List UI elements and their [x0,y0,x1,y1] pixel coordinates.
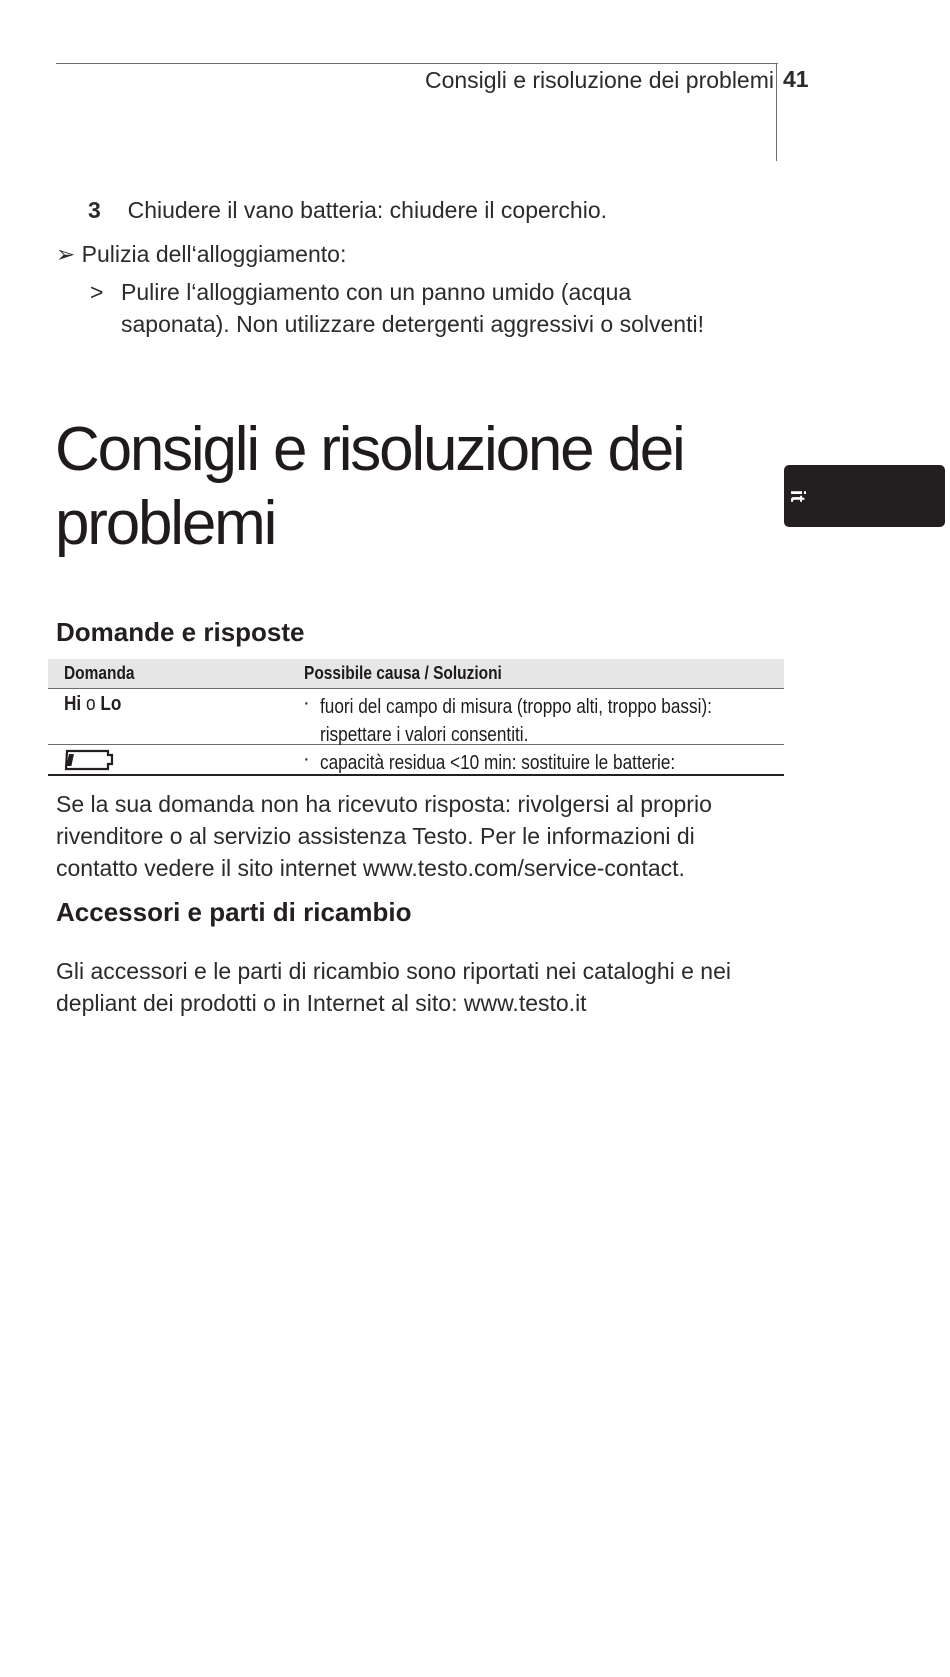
step-number: 3 [88,197,101,223]
accessories-line1: Gli accessori e le parti di ricambio sono riportati nei cataloghi e nei [56,958,731,984]
faq-table [48,659,784,776]
answer-line2: rispettare i valori consentiti. [320,724,529,746]
support-paragraph [56,788,712,884]
faq-table-header [48,659,784,689]
section-title-line2: problemi [55,489,276,558]
support-line2: rivenditore o al servizio assistenza Testo. Per le informazioni di [56,823,695,849]
question-lo: Lo [100,693,122,715]
answer-text [320,749,675,777]
answer-text [320,693,712,749]
accessories-heading: Accessori e parti di ricambio [56,897,412,927]
answer-line1: capacità residua <10 min: sostituire le batterie: [320,752,676,774]
accessories-paragraph [56,955,731,1019]
header-vertical-rule [776,63,777,161]
faq-heading: Domande e risposte [56,617,305,647]
cleaning-instruction-line2: saponata). Non utilizzare detergenti aggressivi o solventi! [121,311,704,337]
column-header-answer: Possibile causa / Soluzioni [304,663,502,683]
bullet: · [303,692,310,714]
column-header-question: Domanda [64,663,135,683]
page-number: 41 [783,66,809,92]
question-hi: Hi [64,693,82,715]
question-hi-lo [64,693,121,716]
table-row [48,745,784,776]
support-line3: contatto vedere il sito internet www.testo.com/service-contact. [56,855,685,881]
section-title-line1: Consigli e risoluzione dei [55,415,684,484]
support-line1: Se la sua domanda non ha ricevuto risposta: rivolgersi al proprio [56,791,712,817]
accessories-line2: depliant dei prodotti o in Internet al sito: www.testo.it [56,990,587,1016]
language-tab-label: it [786,489,808,503]
section-title [55,413,684,561]
language-tab [784,465,945,527]
low-battery-icon [64,749,114,776]
cleaning-heading [56,238,346,270]
running-header-title: Consigli e risoluzione dei problemi [424,67,774,93]
bullet: · [303,748,310,770]
step-item [88,194,607,226]
question-connector: o [81,693,101,715]
cleaning-instruction-line1: Pulire l‘alloggiamento con un panno umido (acqua [121,279,632,305]
arrow-icon: ➢ [56,241,76,267]
cleaning-title: Pulizia dell‘alloggiamento: [81,241,347,267]
table-row [48,689,784,745]
step-text: Chiudere il vano batteria: chiudere il coperchio. [127,197,608,223]
answer-line1: fuori del campo di misura (troppo alti, troppo bassi): [320,696,712,718]
cleaning-marker: > [90,279,104,305]
header-rule [56,63,778,64]
